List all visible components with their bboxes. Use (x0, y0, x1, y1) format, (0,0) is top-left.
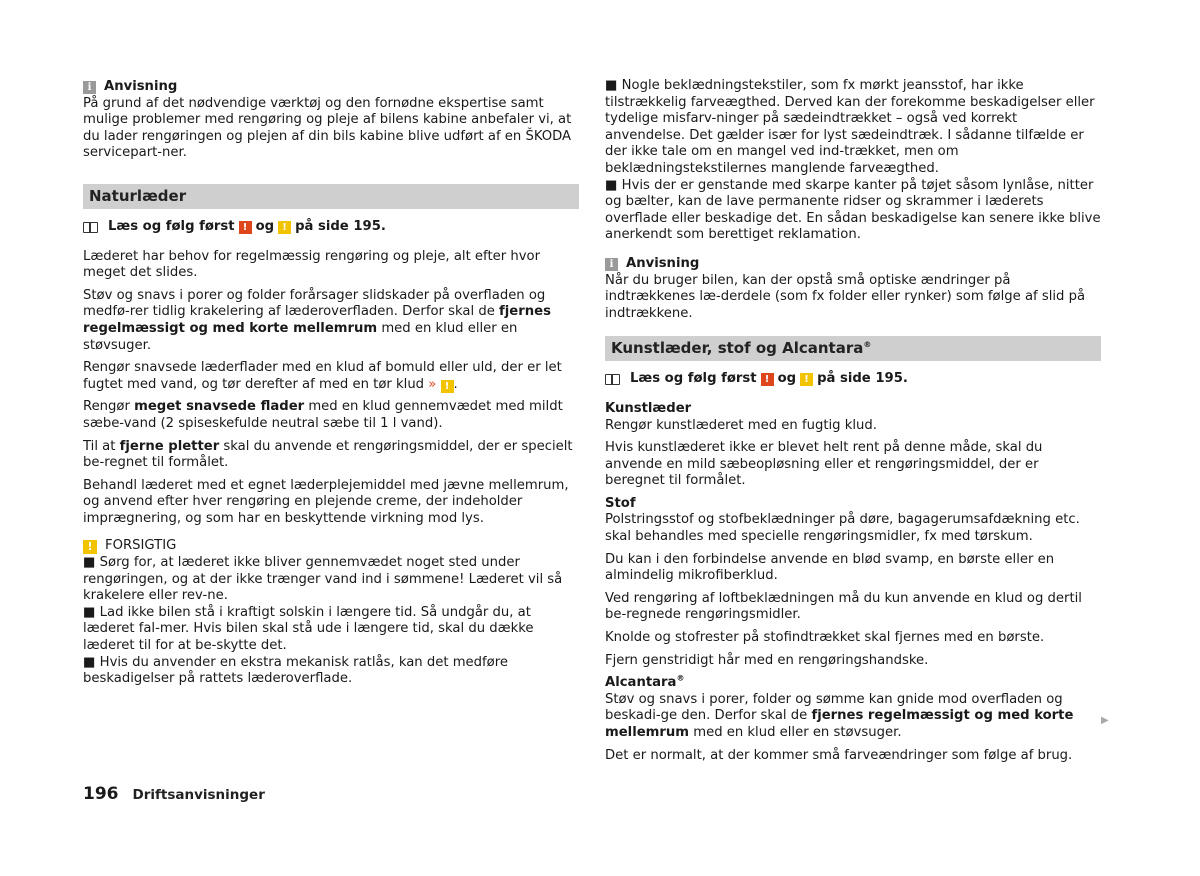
bullet: ■ Nogle beklædningstekstiler, som fx mørkt jeansstof, har ikke tilstrækkelig farveægthed. Derved kan der forekomme beskadigelser eller tydelige misfarv-ninger på sædeindtrækket – også ved korrekt anvendelse. Det gælder især for lyst sædeindtræk. I sådanne tilfælde er der ikke tale om en mangel ved ind-trækket, men om beklædningstekstilernes manglende farveægthed. (605, 78, 1095, 176)
paragraph: Rengør kunstlæderet med en fugtig klud. (605, 417, 877, 433)
left-column (83, 78, 579, 688)
continue-reference-arrow: » (428, 376, 437, 392)
paragraph: Polstringsstof og stofbeklædninger på døre, bagagerumsafdækning etc. skal behandles med specielle rengøringsmidler, fx med tørskum. (605, 512, 1080, 545)
page-footer (83, 786, 265, 804)
section-title-kunstlaeder: Kunstlæder, stof og Alcantara® (605, 336, 1101, 361)
caution-heading (83, 538, 579, 555)
note-heading (83, 79, 579, 96)
paragraph: Støv og snavs i porer og folder forårsager slidskader på overfladen og medfø-rer tidlig krakelering af læderoverfladen. Derfor skal de fjernes regelmæssigt og med korte mellemrum med en klud eller en støvsuger. (83, 287, 551, 353)
subheading-alcantara: Alcantara® (605, 673, 685, 691)
paragraph: Hvis kunstlæderet ikke er blevet helt rent på denne måde, skal du anvende en mild sæbeopløsning eller et rengøringsmiddel, der er beregnet til formålet. (605, 440, 1043, 489)
book-icon (605, 374, 620, 385)
book-icon (83, 222, 98, 233)
note-heading (605, 256, 1101, 273)
paragraph: Fjern genstridigt hår med en rengøringshandske. (605, 652, 929, 668)
caution-icon: ! (83, 540, 97, 554)
subheading-kunstlaeder: Kunstlæder (605, 400, 692, 416)
note-title: Anvisning (104, 79, 178, 94)
paragraph: Støv og snavs i porer, folder og sømme kan gnide mod overfladen og beskadi-ge den. Derfor skal de fjernes regelmæssigt og med korte mellemrum med en klud eller en støvsuger. (605, 691, 1074, 740)
caution-title: FORSIGTIG (105, 538, 177, 554)
ref-prefix: Læs og følg først (630, 371, 757, 387)
warning-red-icon: ! (239, 221, 252, 234)
footer-section-name: Driftsanvisninger (132, 787, 265, 803)
ref-prefix: Læs og følg først (108, 218, 235, 234)
caution-bullet: ■ Sørg for, at læderet ikke bliver gennemvædet noget sted under rengøringen, og at der ikke trænger vand ind i sømmene! Læderet vil så krakelere eller rev-ne. (83, 555, 563, 604)
paragraph: Det er normalt, at der kommer små farveændringer som følge af brug. (605, 747, 1073, 763)
paragraph: Rengør snavsede læderflader med en klud af bomuld eller uld, der er let fugtet med vand, og tør derefter af med en tør klud » ! . (83, 360, 562, 392)
warning-red-icon: ! (761, 373, 774, 386)
right-column (605, 78, 1101, 770)
paragraph: Til at fjerne pletter skal du anvende et rengøringsmiddel, der er specielt be-regnet til formålet. (83, 438, 573, 471)
ref-og: og (777, 371, 797, 387)
paragraph: Knolde og stofrester på stofindtrækket skal fjernes med en børste. (605, 630, 1045, 646)
bullet: ■ Hvis der er genstande med skarpe kanter på tøjet såsom lynlåse, nitter og bælter, kan de lave permanente ridser og skrammer i læderets overflade eller beskadige det. En sådan beskadigelse kan senere ikke blive anerkendt som berettiget reklamation. (605, 177, 1101, 243)
note-title: Anvisning (626, 255, 700, 271)
info-icon: i (605, 258, 618, 271)
ref-suffix: på side 195. (817, 371, 908, 387)
info-icon: i (83, 81, 96, 94)
cross-reference (83, 219, 579, 236)
paragraph: Rengør meget snavsede flader med en klud gennemvædet med mildt sæbe-vand (2 spiseskefulde neutral sæbe til 1 l vand). (83, 399, 563, 431)
note-text: På grund af det nødvendige værktøj og den fornødne ekspertise samt mulige problemer med rengøring og pleje af bilens kabine anbefaler vi, at du lader rengøringen og plejen af din bils kabine blive udført af en ŠKODA servicepart-ner. (83, 95, 572, 161)
paragraph: Behandl læderet med et egnet læderplejemiddel med jævne mellemrum, og anvend efter hver rengøring en plejende creme, der indeholder imprægnering, og som har en beskyttende virkning mod lys. (83, 477, 569, 526)
continue-arrow-icon: ▶ (1101, 715, 1109, 726)
paragraph: Læderet har behov for regelmæssig rengøring og pleje, alt efter hvor meget det slides. (83, 248, 541, 281)
page-number: 196 (83, 784, 119, 804)
cross-reference (605, 371, 1101, 388)
caution-bullet: ■ Lad ikke bilen stå i kraftigt solskin i længere tid. Så undgår du, at læderet fal-mer. Hvis bilen skal stå ude i længere tid, skal du dække læderet til for at be-skytte det. (83, 604, 534, 654)
section-title-naturlaeder: Naturlæder (83, 184, 579, 209)
ref-og: og (255, 218, 275, 234)
caution-yellow-icon: ! (278, 221, 291, 234)
subheading-stof: Stof (605, 495, 636, 511)
paragraph: Ved rengøring af loftbeklædningen må du kun anvende en klud og dertil be-regnede rengøringsmidler. (605, 590, 1082, 623)
caution-bullet: ■ Hvis du anvender en ekstra mekanisk ratlås, kan det medføre beskadigelser på rattets læderoverflade. (83, 654, 508, 687)
note-text: Når du bruger bilen, kan der opstå små optiske ændringer på indtrækkenes læ-derdele (som fx folder eller rynker) som følge af slid på indtrækkene. (605, 272, 1086, 321)
caution-yellow-icon: ! (441, 380, 454, 393)
paragraph: Du kan i den forbindelse anvende en blød svamp, en børste eller en almindelig mikrofiberklud. (605, 551, 1055, 584)
caution-yellow-icon: ! (800, 373, 813, 386)
ref-suffix: på side 195. (295, 218, 386, 234)
